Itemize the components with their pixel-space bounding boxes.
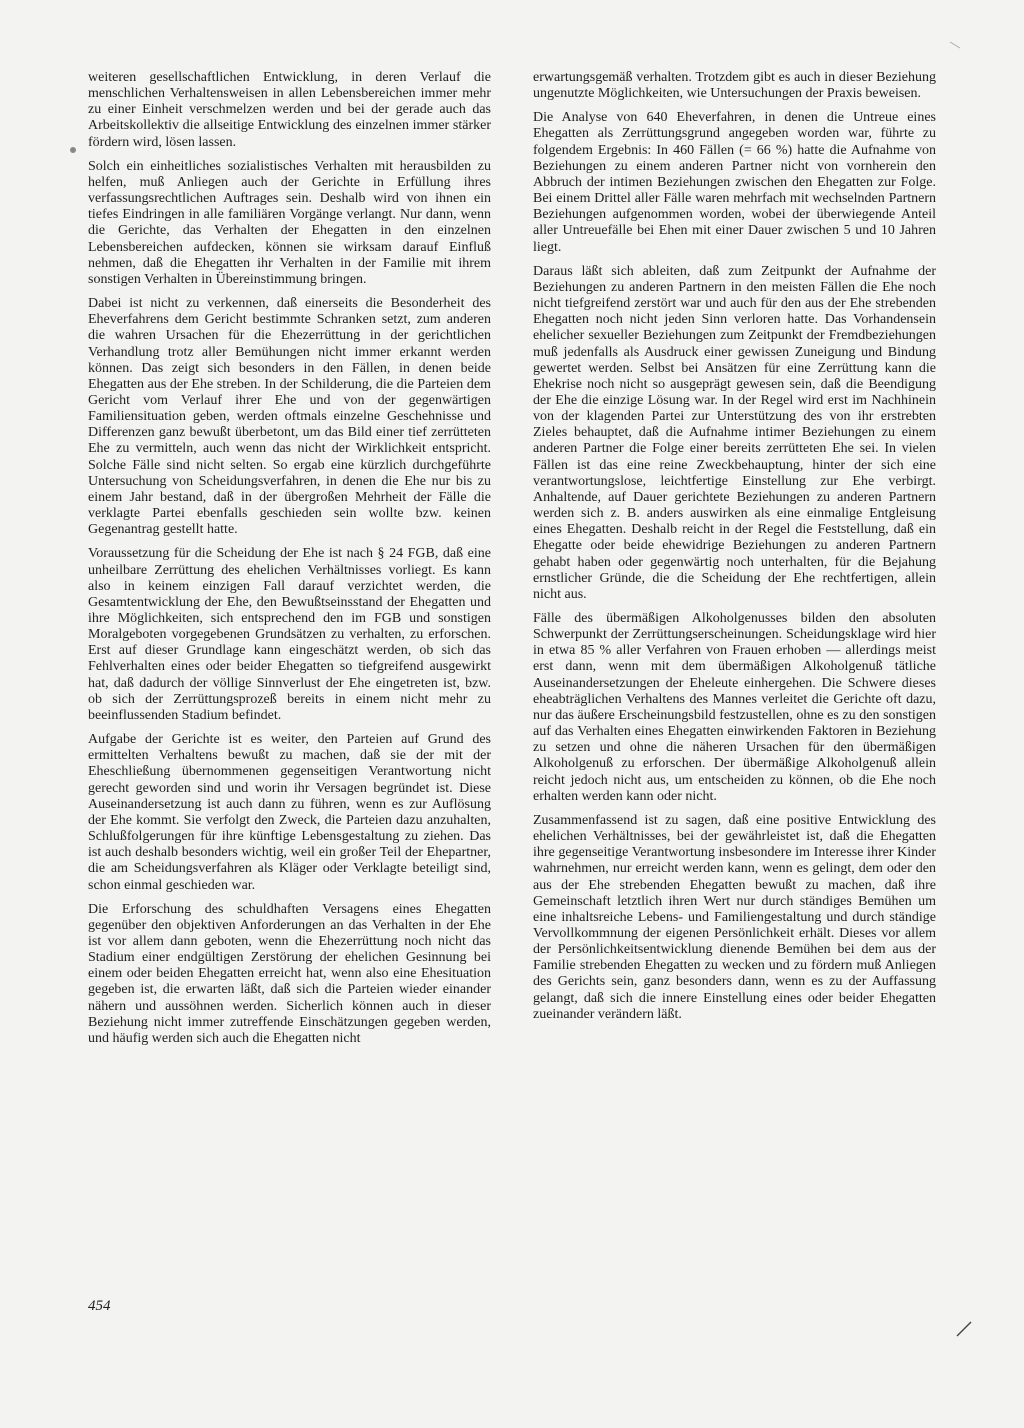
paragraph: Fälle des übermäßigen Alkoholgenusses bilden den absoluten Schwerpunkt der Zerrüttungserscheinungen. Scheidungsklage wird hier in etwa 85 % aller Verfahren von Frauen erhoben — allerdings meist erst dann, wenn mit dem übermäßigen Alkoholgenuß tätliche Auseinandersetzungen der Eheleute einhergehen. Die Schwere dieses eheabträglichen Verhaltens des Mannes verleitet die Gerichte oft dazu, nur das äußere Erscheinungsbild festzustellen, ohne es zu den sonstigen auf das Verhalten eines Ehegatten einwirkenden Faktoren in Beziehung zu setzen und ohne die näheren Ursachen für den übermäßigen Alkoholgenuß zu erforschen. Der übermäßige Alkoholgenuß allein reicht jedoch nicht aus, um entscheiden zu können, ob die Ehe noch erhalten werden kann oder nicht. [533, 611, 936, 804]
paragraph: Die Analyse von 640 Eheverfahren, in denen die Untreue eines Ehegatten als Zerrüttungsgrund angegeben worden war, führte zu folgendem Ergebnis: In 460 Fällen (= 66 %) hatte die Aufnahme von Beziehungen zu einem anderen Partner nicht von vornherein den Abbruch der intimen Beziehungen zwischen den Ehegatten zur Folge. Bei einem Drittel aller Fälle waren mehrfach mit wechselnden Partnern Beziehungen aufgenommen worden, wobei der überwiegende Anteil aller Untreuefälle bei Ehen mit einer Dauer zwischen 5 und 10 Jahren liegt. [533, 110, 936, 255]
paragraph: weiteren gesellschaftlichen Entwicklung, in deren Verlauf die menschlichen Verhaltensweisen in allen Lebensbereichen immer mehr zu einer Einheit verschmelzen werden und bei der gerade auch das Arbeitskollektiv die allseitige Entwicklung des einzelnen immer stärker fördern wird, lösen lassen. [88, 70, 491, 150]
paragraph: erwartungsgemäß verhalten. Trotzdem gibt es auch in dieser Beziehung ungenutzte Möglichkeiten, wie Untersuchungen der Praxis beweisen. [533, 70, 936, 102]
page-number: 454 [88, 1298, 111, 1314]
paragraph: Dabei ist nicht zu verkennen, daß einerseits die Besonderheit des Eheverfahrens dem Gericht bestimmte Schranken setzt, zum anderen die wahren Ursachen für die Ehezerrüttung in der gerichtlichen Verhandlung trotz aller Bemühungen nicht immer erkannt werden können. Das zeigt sich besonders in den Fällen, in denen beide Ehegatten aus der Ehe streben. In der Schilderung, die die Parteien dem Gericht vom Verlauf ihrer Ehe und von der gegenwärtigen Familiensituation geben, werden oftmals einzelne Geschehnisse und Differenzen ganz bewußt überbetont, um das Bild einer tief zerrütteten Ehe zu vermitteln, auch wenn das nicht der Wirklichkeit entspricht. Solche Fälle sind nicht selten. So ergab eine kürzlich durchgeführte Untersuchung von Scheidungsverfahren, in denen die Ehe nur bis zu einem Jahr bestand, daß in der übergroßen Mehrheit der Fälle die verklagte Partei ebenfalls geschieden sein wollte bzw. keinen Gegenantrag gestellt hatte. [88, 296, 491, 538]
pencil-mark [955, 1318, 975, 1338]
paragraph: Solch ein einheitliches sozialistisches Verhalten mit herausbilden zu helfen, muß Anliegen auch der Gerichte in Erfüllung ihres verfassungsrechtlichen Auftrages sein. Deshalb wird von ihnen ein tiefes Eindringen in alle familiären Vorgänge verlangt. Nur dann, wenn die Gerichte, das Verhalten der Ehegatten in den einzelnen Lebensbereichen aufdecken, können sie wirksam darauf Einfluß nehmen, daß die Ehegatten ihr Verhalten in der Familie mit ihrem sonstigen Verhalten in Übereinstimmung bringen. [88, 158, 491, 287]
paragraph: Voraussetzung für die Scheidung der Ehe ist nach § 24 FGB, daß eine unheilbare Zerrüttung des ehelichen Verhältnisses vorliegt. Es kann also in keinem einzigen Fall darauf verzichtet werden, die Gesamtentwicklung der Ehe, den Bewußtseinsstand der Ehegatten und ihre Möglichkeiten, sich entsprechend den im FGB und sonstigen Moralgeboten vorgegebenen Grundsätzen zu verhalten, zu erforschen. Erst auf dieser Grundlage kann eingeschätzt werden, ob sich das Fehlverhalten eines oder beider Ehegatten so tiefgreifend ausgewirkt hat, daß dadurch der völlige Sinnverlust der Ehe eingetreten ist, bzw. ob sich der Zerrüttungsprozeß bereits in einem nicht mehr zu beeinflussenden Stadium befindet. [88, 546, 491, 723]
paragraph: Zusammenfassend ist zu sagen, daß eine positive Entwicklung des ehelichen Verhältnisses, bei der gewährleistet ist, daß die Ehegatten ihre gegenseitige Verantwortung insbesondere im Interesse ihrer Kinder wahrnehmen, nur erreicht werden kann, wenn es gelingt, dem oder den aus der Ehe strebenden Ehegatten bewußt zu machen, daß ihre Gemeinschaft letztlich ihren Wert nur durch ständiges Bemühen um eine inhaltsreiche Lebens- und Familiengestaltung und durch ständige Vervollkommnung der eigenen Persönlichkeit erhält. Dieses vor allem der Persönlichkeitsentwicklung dienende Bemühen bei dem aus der Familie strebenden Ehegatten zu wecken und zu fördern muß Anliegen des Gerichts sein, ganz besonders dann, wenn es zu der Auffassung gelangt, daß sich die innere Einstellung eines oder beider Ehegatten zueinander verändern läßt. [533, 812, 936, 1022]
left-text-column [88, 70, 491, 1055]
pencil-mark [948, 40, 962, 50]
paragraph: Daraus läßt sich ableiten, daß zum Zeitpunkt der Aufnahme der Beziehungen zu anderen Partnern in den meisten Fällen die Ehe noch nicht tiefgreifend zerstört war und auch für den aus der Ehe strebenden Ehegatten noch nicht jeden Sinn verloren hatte. Das Vorhandensein ehelicher sexueller Beziehungen zum Zeitpunkt der Fremdbeziehungen muß jedenfalls als Ausdruck einer gewissen Zuneigung und Bindung gewertet werden. Selbst bei Ansätzen für eine Zerrüttung kann die Ehekrise noch nicht so ausgeprägt gewesen sein, daß die Beendigung der Ehe die einzige Lösung war. In der Regel wird erst im Nachhinein von der klagenden Partei zur Unterstützung des von ihr erstrebten Zieles behauptet, daß die Aufnahme intimer Beziehungen zu einem anderen Partner die Folge einer bereits zerrütteten Ehe sei. In vielen Fällen ist das eine reine Zweckbehauptung, hinter der sich eine verantwortungslose, leichtfertige Einstellung zur Ehe verbirgt. Anhaltende, auf Dauer gerichtete Beziehungen zu anderen Partnern werden sich z. B. anders auswirken als eine einmalige Entgleisung eines Ehegatten. Deshalb reicht in der Regel die Feststellung, daß ein Ehegatte oder beide ehewidrige Beziehungen zu anderen Partnern gehabt haben oder gegenwärtig noch unterhalten, für die Bejahung ernstlicher Gründe, die die Scheidung der Ehe rechtfertigen, allein nicht aus. [533, 263, 936, 602]
paragraph: Aufgabe der Gerichte ist es weiter, den Parteien auf Grund des ermittelten Verhaltens bewußt zu machen, daß sie der mit der Eheschließung übernommenen gegenseitigen Verantwortung nicht gerecht geworden sind und worin ihr Versagen begründet ist. Diese Auseinandersetzung ist auch dann zu führen, wenn es zur Auflösung der Ehe kommt. Sie verfolgt den Zweck, die Parteien dazu anzuhalten, Schlußfolgerungen für ihre künftige Lebensgestaltung zu ziehen. Das ist auch deshalb besonders wichtig, weil ein großer Teil der Ehepartner, die am Scheidungsverfahren als Kläger oder Verklagte beteiligt sind, schon einmal geschieden war. [88, 732, 491, 893]
right-text-column [533, 70, 936, 1031]
paragraph: Die Erforschung des schuldhaften Versagens eines Ehegatten gegenüber den objektiven Anforderungen an das Verhalten in der Ehe ist vor allem dann geboten, wenn die Ehezerrüttung noch nicht das Stadium einer endgültigen Zerstörung der ehelichen Gesinnung bei einem oder beiden Ehegatten erreicht hat, wenn also eine Ehesituation gegeben ist, die erwarten läßt, daß sich die Parteien wieder einander nähern und aussöhnen werden. Sicherlich können auch in dieser Beziehung nicht immer zutreffende Einschätzungen gegeben werden, und häufig werden sich auch die Ehegatten nicht [88, 901, 491, 1046]
ink-speck [70, 147, 76, 153]
